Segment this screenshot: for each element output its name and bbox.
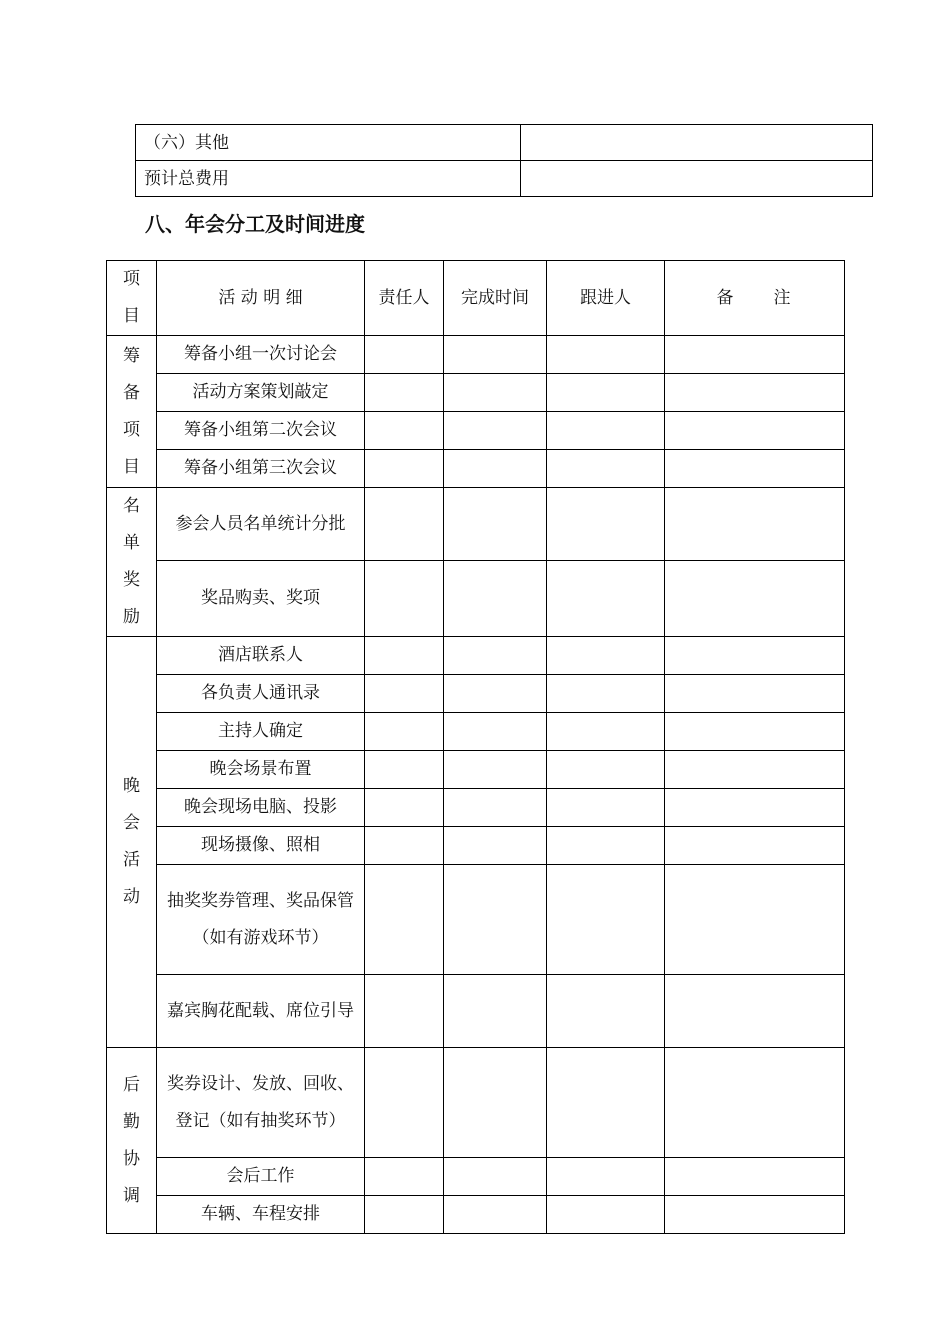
activity-detail: 抽奖奖券管理、奖品保管（如有游戏环节） [157,865,365,975]
deadline-cell [444,336,547,374]
table-row [107,975,845,1048]
category-char: 项 [123,419,140,440]
deadline-cell [444,789,547,827]
activity-detail: 各负责人通讯录 [157,675,365,713]
owner-cell [365,450,444,488]
activity-detail: 嘉宾胸花配载、席位引导 [157,975,365,1048]
category-cell [107,336,157,488]
activity-detail: 筹备小组第三次会议 [157,450,365,488]
owner-cell [365,412,444,450]
notes-cell [665,789,845,827]
owner-cell [365,789,444,827]
follower-cell [547,488,665,561]
activity-detail: 奖券设计、发放、回收、登记（如有抽奖环节） [157,1048,365,1158]
deadline-cell [444,675,547,713]
follower-cell [547,561,665,637]
category-char: 动 [123,887,140,907]
deadline-cell [444,1196,547,1234]
table-row [107,412,845,450]
owner-cell [365,336,444,374]
table-row [107,374,845,412]
cost-value [521,125,873,161]
category-cell [107,1048,157,1234]
notes-cell [665,827,845,865]
activity-detail: 现场摄像、照相 [157,827,365,865]
follower-cell [547,1196,665,1234]
owner-cell [365,865,444,975]
category-char: 目 [123,456,140,477]
deadline-cell [444,975,547,1048]
activity-detail: 活动方案策划敲定 [157,374,365,412]
activity-detail: 筹备小组第二次会议 [157,412,365,450]
category-char: 励 [123,607,140,627]
notes-cell [665,865,845,975]
follower-cell [547,751,665,789]
category-char: 晚 [123,776,140,796]
deadline-cell [444,450,547,488]
category-char: 后 [123,1074,140,1095]
header-follower: 跟进人 [547,261,665,336]
category-char: 协 [123,1148,140,1169]
notes-cell [665,561,845,637]
owner-cell [365,827,444,865]
follower-cell [547,865,665,975]
category-char: 调 [123,1185,140,1206]
owner-cell [365,675,444,713]
header-deadline: 完成时间 [444,261,547,336]
category-char: 活 [123,850,140,870]
header-owner: 责任人 [365,261,444,336]
notes-cell [665,675,845,713]
table-row [107,336,845,374]
follower-cell [547,412,665,450]
category-cell [107,637,157,1048]
table-row [107,1048,845,1158]
follower-cell [547,827,665,865]
category-char: 筹 [123,345,140,366]
owner-cell [365,1158,444,1196]
deadline-cell [444,488,547,561]
table-row [107,751,845,789]
owner-cell [365,561,444,637]
follower-cell [547,975,665,1048]
table-row [136,125,873,161]
notes-cell [665,1196,845,1234]
owner-cell [365,374,444,412]
table-row [107,827,845,865]
header-category-char: 项 [123,269,140,289]
notes-cell [665,1158,845,1196]
notes-cell [665,450,845,488]
category-char: 奖 [123,570,140,590]
schedule-table [106,260,845,1234]
owner-cell [365,1048,444,1158]
header-category-text [107,261,156,335]
table-row [107,450,845,488]
follower-cell [547,1048,665,1158]
activity-detail: 筹备小组一次讨论会 [157,336,365,374]
owner-cell [365,1196,444,1234]
section-title: 八、年会分工及时间进度 [145,212,365,236]
table-row [107,865,845,975]
header-detail: 活 动 明 细 [157,261,365,336]
category-cell [107,488,157,637]
activity-detail: 酒店联系人 [157,637,365,675]
notes-cell [665,751,845,789]
cost-table [135,124,873,197]
table-row [107,637,845,675]
owner-cell [365,713,444,751]
category-char: 会 [123,813,140,833]
deadline-cell [444,412,547,450]
activity-detail: 奖品购卖、奖项 [157,561,365,637]
table-row [107,675,845,713]
owner-cell [365,975,444,1048]
notes-cell [665,1048,845,1158]
deadline-cell [444,713,547,751]
category-char: 备 [123,382,140,403]
activity-detail: 晚会场景布置 [157,751,365,789]
deadline-cell [444,751,547,789]
activity-detail: 会后工作 [157,1158,365,1196]
table-row [107,789,845,827]
activity-detail: 车辆、车程安排 [157,1196,365,1234]
table-row [107,1196,845,1234]
activity-detail: 主持人确定 [157,713,365,751]
notes-cell [665,637,845,675]
owner-cell [365,751,444,789]
deadline-cell [444,1158,547,1196]
follower-cell [547,713,665,751]
schedule-body [107,336,845,1234]
follower-cell [547,450,665,488]
category-char: 名 [123,496,140,516]
header-category-char: 目 [123,306,140,326]
follower-cell [547,675,665,713]
notes-cell [665,336,845,374]
notes-cell [665,488,845,561]
deadline-cell [444,827,547,865]
cost-value [521,161,873,197]
owner-cell [365,488,444,561]
header-category [107,261,157,336]
follower-cell [547,637,665,675]
follower-cell [547,336,665,374]
table-row [136,161,873,197]
follower-cell [547,1158,665,1196]
activity-detail: 参会人员名单统计分批 [157,488,365,561]
table-header-row [107,261,845,336]
header-notes: 备 注 [665,261,845,336]
notes-cell [665,374,845,412]
cost-label: （六）其他 [136,125,521,161]
follower-cell [547,789,665,827]
activity-detail: 晚会现场电脑、投影 [157,789,365,827]
deadline-cell [444,1048,547,1158]
table-row [107,713,845,751]
category-char: 勤 [123,1111,140,1132]
cost-label: 预计总费用 [136,161,521,197]
deadline-cell [444,637,547,675]
table-row [107,561,845,637]
deadline-cell [444,865,547,975]
follower-cell [547,374,665,412]
category-char: 单 [123,533,140,553]
owner-cell [365,637,444,675]
notes-cell [665,713,845,751]
deadline-cell [444,374,547,412]
deadline-cell [444,561,547,637]
table-row [107,1158,845,1196]
notes-cell [665,975,845,1048]
notes-cell [665,412,845,450]
table-row [107,488,845,561]
